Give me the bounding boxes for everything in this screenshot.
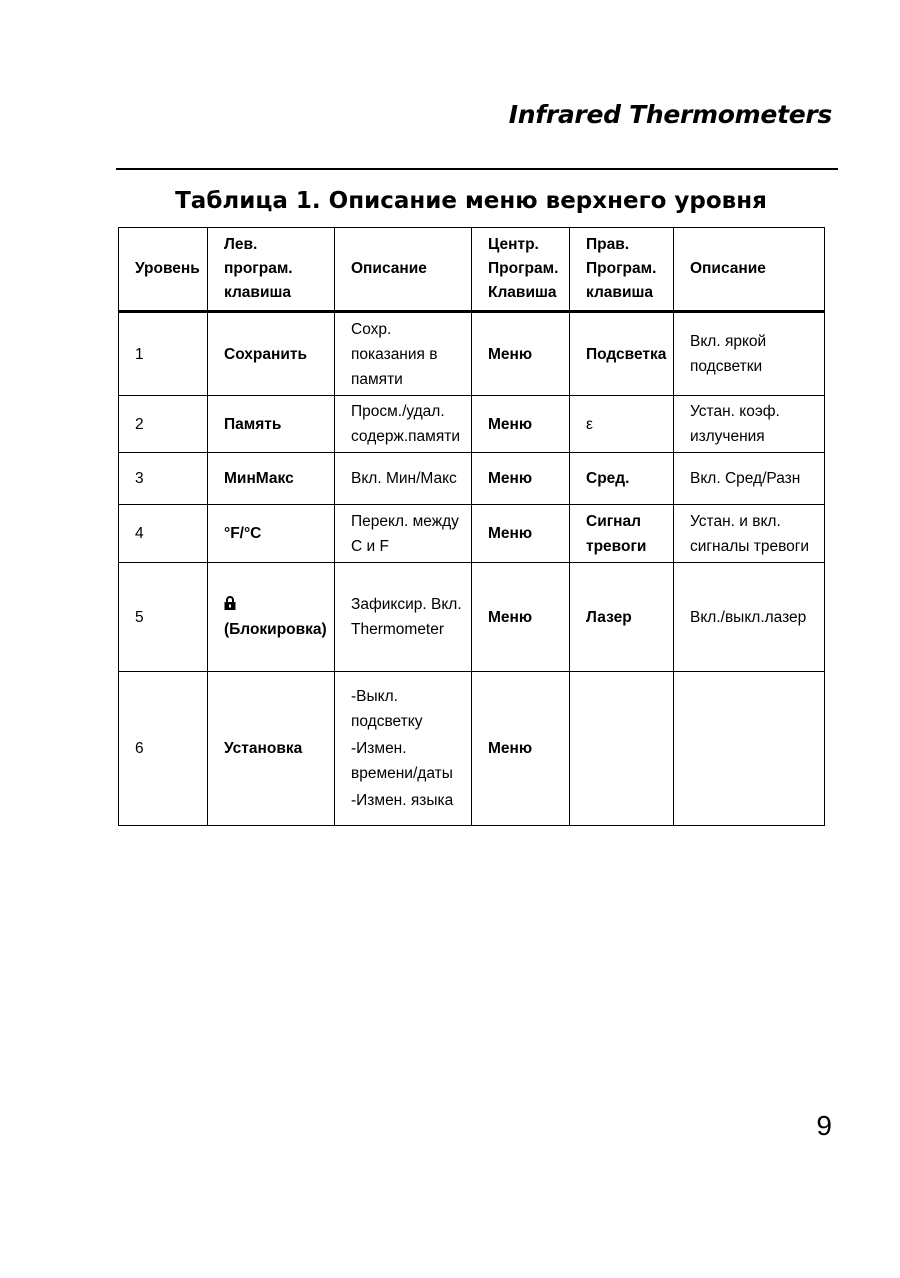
page-number: 9 xyxy=(816,1110,832,1141)
column-header-center-key: Центр. Програм. Клавиша xyxy=(472,228,570,312)
left-description-cell: Зафиксир. Вкл. Thermometer xyxy=(335,563,472,672)
table-caption: Таблица 1. Описание меню верхнего уровня xyxy=(175,188,767,214)
left-key-label: (Блокировка) xyxy=(224,621,327,638)
right-description-cell: Устан. коэф. излучения xyxy=(674,396,825,453)
column-header-left-description: Описание xyxy=(335,228,472,312)
header-divider xyxy=(116,168,838,170)
top-level-menu-table xyxy=(118,227,825,826)
center-key-cell: Меню xyxy=(472,672,570,826)
right-key-cell: ε xyxy=(570,396,674,453)
center-key-cell: Меню xyxy=(472,312,570,396)
table-row xyxy=(119,453,825,505)
left-key-cell: Память xyxy=(208,396,335,453)
column-header-left-key: Лев. програм. клавиша xyxy=(208,228,335,312)
table-row xyxy=(119,505,825,563)
level-cell: 1 xyxy=(119,312,208,396)
table-row xyxy=(119,672,825,826)
level-cell: 6 xyxy=(119,672,208,826)
left-key-cell xyxy=(208,563,335,672)
table-header-row xyxy=(119,228,825,312)
right-description-cell: Вкл. Сред/Разн xyxy=(674,453,825,505)
right-key-cell: Сигнал тревоги xyxy=(570,505,674,563)
left-key-cell: °F/°C xyxy=(208,505,335,563)
left-description-cell: Перекл. между C и F xyxy=(335,505,472,563)
left-key-cell: Сохранить xyxy=(208,312,335,396)
description-line: -Выкл. подсветку xyxy=(351,688,423,730)
description-line: -Измен. времени/даты xyxy=(351,740,453,782)
right-description-cell: Вкл./выкл.лазер xyxy=(674,563,825,672)
center-key-cell: Меню xyxy=(472,505,570,563)
center-key-cell: Меню xyxy=(472,563,570,672)
column-header-right-key: Прав. Програм. клавиша xyxy=(570,228,674,312)
left-description-cell xyxy=(335,672,472,826)
table-row xyxy=(119,396,825,453)
level-cell: 2 xyxy=(119,396,208,453)
table-row xyxy=(119,312,825,396)
table-row xyxy=(119,563,825,672)
column-header-level: Уровень xyxy=(119,228,208,312)
right-description-cell: Устан. и вкл. сигналы тревоги xyxy=(674,505,825,563)
left-description-cell: Сохр. показания в памяти xyxy=(335,312,472,396)
right-description-cell: Вкл. яркой подсветки xyxy=(674,312,825,396)
column-header-right-description: Описание xyxy=(674,228,825,312)
left-description-cell: Вкл. Мин/Макс xyxy=(335,453,472,505)
center-key-cell: Меню xyxy=(472,453,570,505)
left-key-cell: Установка xyxy=(208,672,335,826)
right-key-cell xyxy=(570,672,674,826)
right-key-cell: Сред. xyxy=(570,453,674,505)
left-description-cell: Просм./удал. содерж.памяти xyxy=(335,396,472,453)
lock-icon xyxy=(224,596,236,610)
center-key-cell: Меню xyxy=(472,396,570,453)
right-key-cell: Лазер xyxy=(570,563,674,672)
level-cell: 3 xyxy=(119,453,208,505)
right-key-cell: Подсветка xyxy=(570,312,674,396)
level-cell: 5 xyxy=(119,563,208,672)
level-cell: 4 xyxy=(119,505,208,563)
document-header-title: Infrared Thermometers xyxy=(508,100,832,129)
right-description-cell xyxy=(674,672,825,826)
description-line: -Измен. языка xyxy=(351,792,454,809)
left-key-cell: МинМакс xyxy=(208,453,335,505)
